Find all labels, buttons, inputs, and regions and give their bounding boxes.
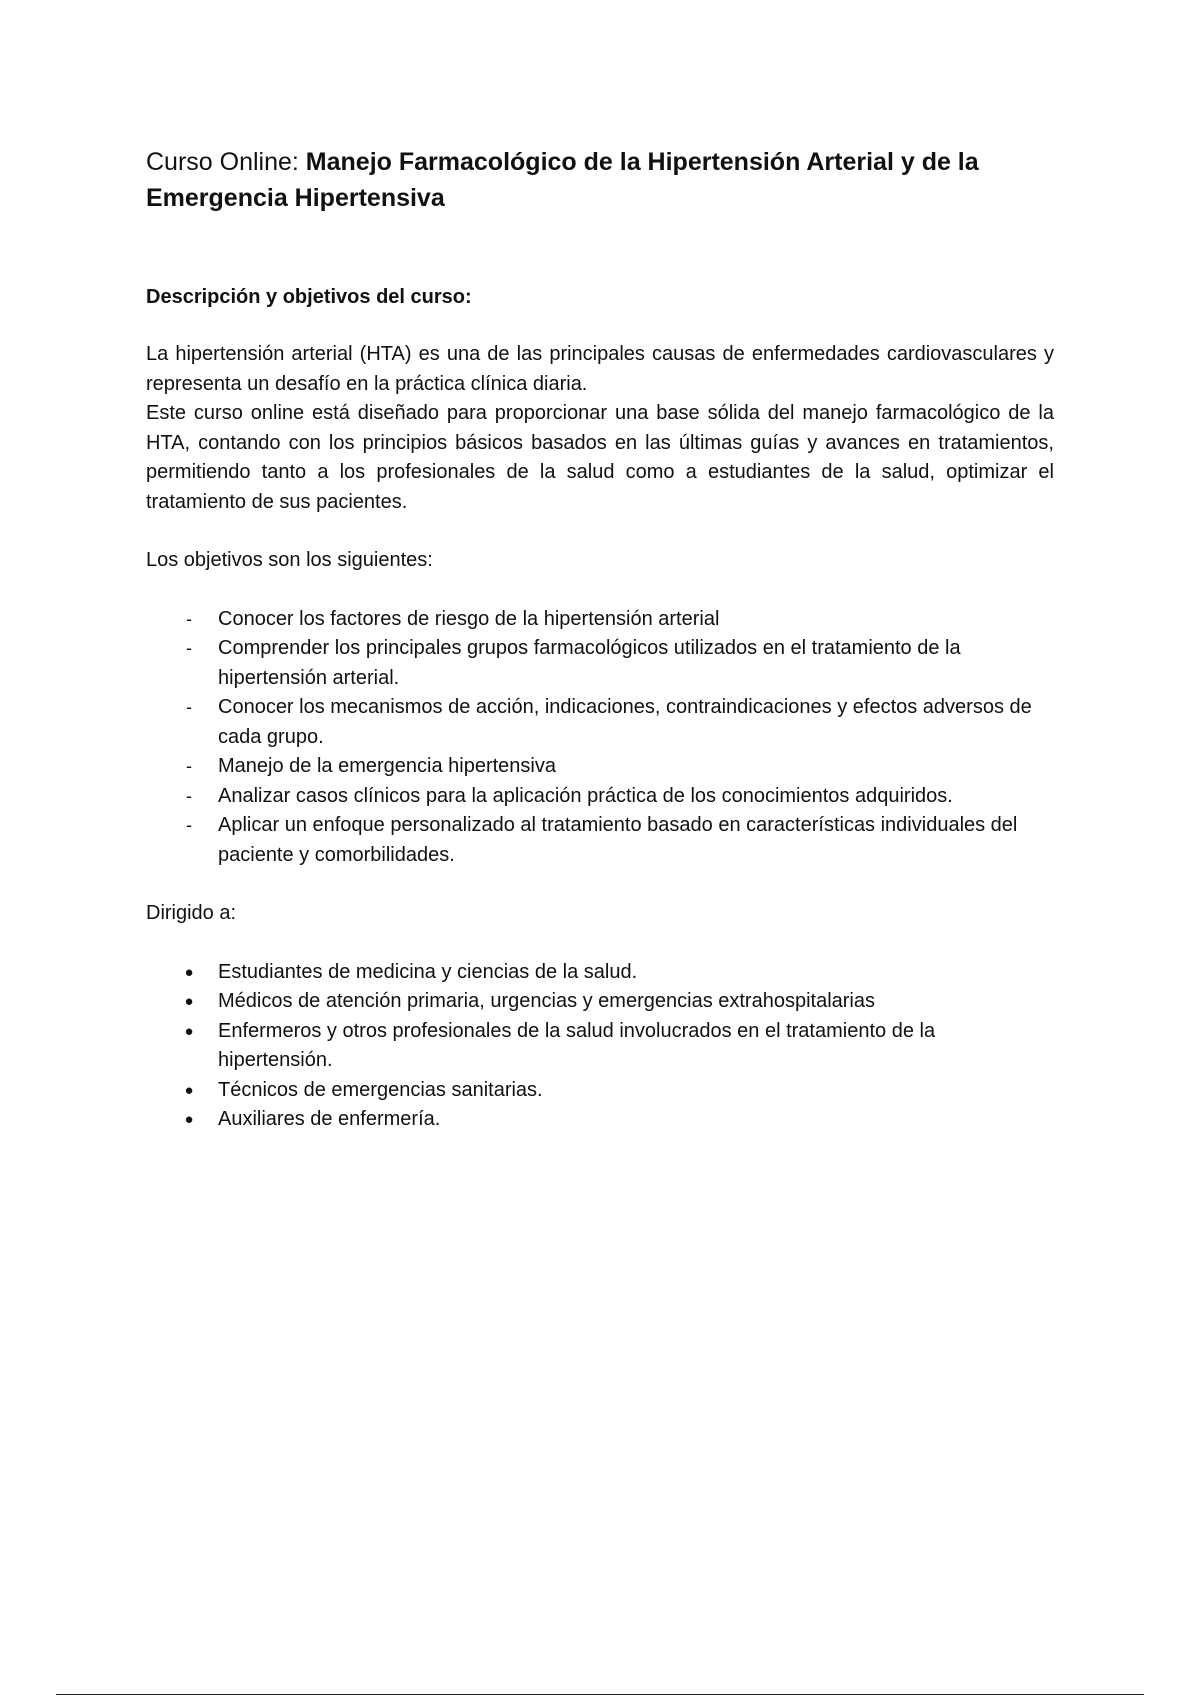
bullet-icon: ● [184, 993, 194, 1010]
bullet-icon: ● [184, 1022, 194, 1040]
list-item-text: Técnicos de emergencias sanitarias. [218, 1078, 543, 1101]
course-title [146, 144, 1054, 216]
list-item [146, 1017, 1054, 1076]
list-item [146, 958, 1054, 988]
bullet-icon: ● [184, 1111, 194, 1128]
list-item [146, 634, 1054, 693]
dash-marker: - [186, 756, 192, 776]
dash-marker: - [186, 815, 192, 835]
list-item-text: Manejo de la emergencia hipertensiva [218, 755, 556, 777]
audience-label: Dirigido a: [146, 902, 237, 924]
dash-marker: - [186, 638, 192, 658]
list-item [146, 693, 1054, 752]
footer-divider [56, 1694, 1144, 1695]
course-title-main: Manejo Farmacológico de la Hipertensión Arterial y de la Emergencia Hipertensiva [146, 148, 979, 212]
list-item-text: Auxiliares de enfermería. [218, 1108, 441, 1130]
intro-paragraph: La hipertensión arterial (HTA) es una de las principales causas de enfermedades cardiovasculares y representa un desafío en la práctica clínica diaria. [146, 343, 1054, 395]
dash-marker: - [186, 697, 192, 717]
bullet-icon: ● [184, 963, 194, 981]
list-item [146, 987, 1054, 1017]
course-title-prefix: Curso Online: [146, 148, 306, 176]
description-paragraph: Este curso online está diseñado para proporcionar una base sólida del manejo farmacológico de la HTA, contando con los principios básicos basados en las últimas guías y avances en tratamientos, permitiendo tanto a los profesionales de la salud como a estudiantes de la salud, optimizar el tratamiento de sus pacientes. [146, 402, 1054, 513]
audience-list [146, 958, 1054, 1135]
list-item [146, 605, 1054, 635]
list-item [146, 1105, 1054, 1135]
section-heading: Descripción y objetivos del curso: [146, 286, 472, 308]
list-item-text: Conocer los mecanismos de acción, indicaciones, contraindicaciones y efectos adversos de cada grupo. [218, 696, 1032, 748]
list-item-text: Enfermeros y otros profesionales de la salud involucrados en el tratamiento de la hipertensión. [218, 1019, 936, 1071]
objectives-label: Los objetivos son los siguientes: [146, 549, 433, 571]
document-page [146, 144, 1054, 1135]
list-item-text: Estudiantes de medicina y ciencias de la salud. [218, 960, 638, 983]
list-item [146, 752, 1054, 782]
list-item-text: Conocer los factores de riesgo de la hipertensión arterial [218, 607, 720, 630]
list-item [146, 1076, 1054, 1106]
list-item-text: Médicos de atención primaria, urgencias y emergencias extrahospitalarias [218, 990, 875, 1012]
list-item [146, 811, 1054, 870]
list-item-text: Aplicar un enfoque personalizado al tratamiento basado en características individuales del paciente y comorbilidades. [218, 814, 1018, 866]
list-item-text: Analizar casos clínicos para la aplicación práctica de los conocimientos adquiridos. [218, 784, 953, 807]
list-item [146, 782, 1054, 812]
list-item-text: Comprender los principales grupos farmacológicos utilizados en el tratamiento de la hipertensión arterial. [218, 637, 961, 689]
dash-marker: - [186, 608, 192, 629]
bullet-icon: ● [184, 1081, 194, 1099]
objectives-list [146, 605, 1054, 871]
dash-marker: - [186, 785, 192, 806]
